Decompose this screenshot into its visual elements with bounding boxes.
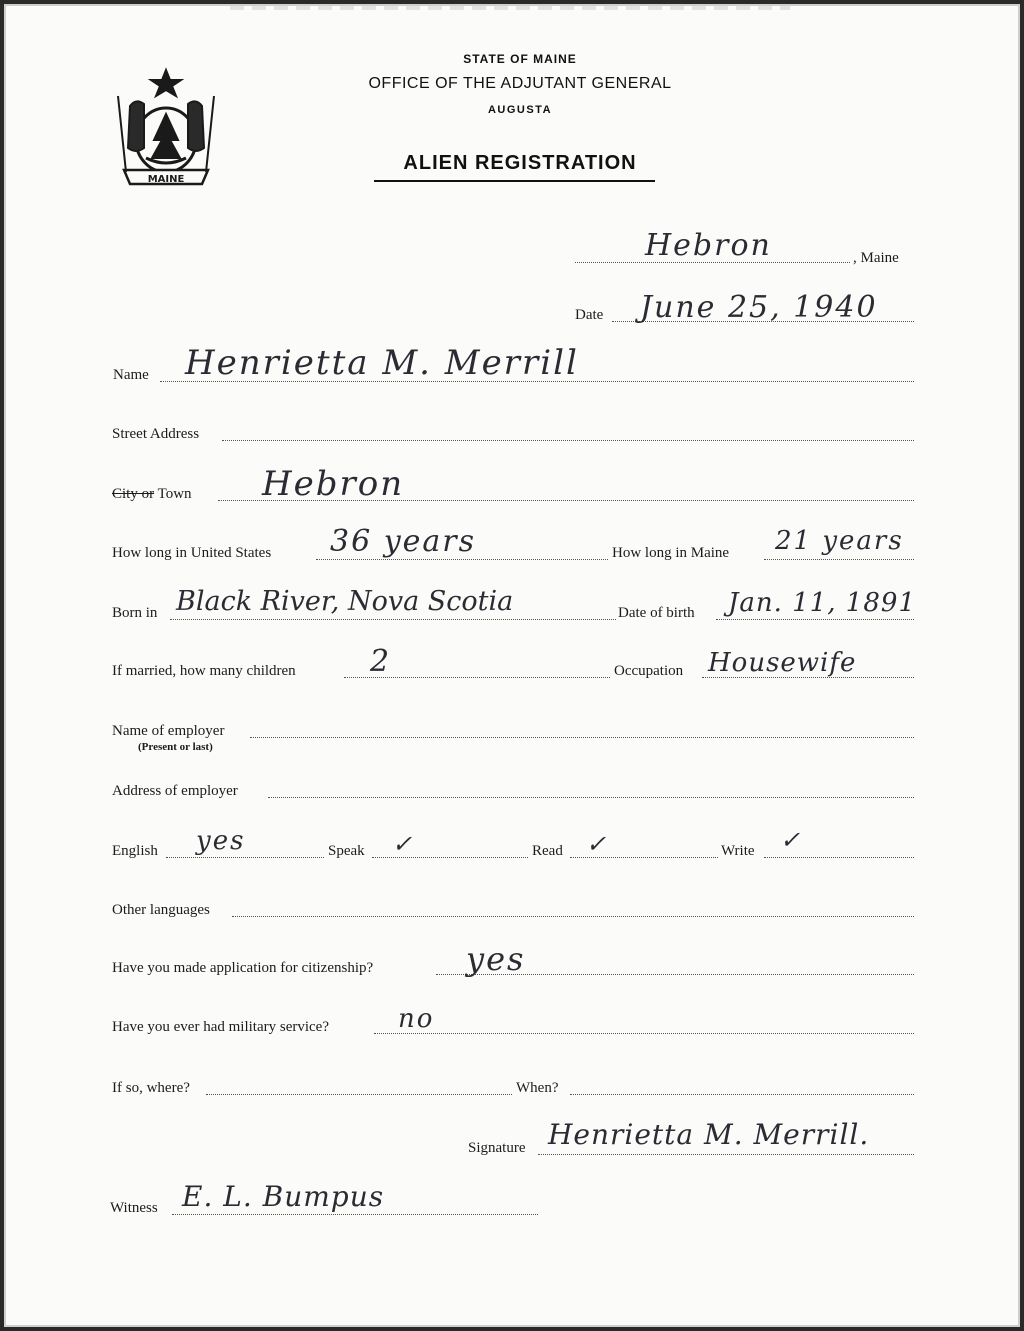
born-line <box>170 619 616 620</box>
read-check: ✓ <box>586 830 609 858</box>
state-seal <box>110 66 222 194</box>
witness-entry: E. L. Bumpus <box>182 1180 385 1213</box>
english-label: English <box>112 843 158 859</box>
date-label: Date <box>575 307 604 323</box>
city-struck-label: City or <box>112 486 155 502</box>
employer-label: Name of employer <box>112 723 225 739</box>
military-entry: no <box>398 1004 435 1034</box>
where-line <box>206 1094 512 1095</box>
write-check: ✓ <box>780 826 803 854</box>
english-line <box>166 857 324 858</box>
place-suffix-label: , Maine <box>853 250 899 266</box>
place-entry: Hebron <box>645 228 772 263</box>
town-label-text: Town <box>157 486 192 502</box>
form-title: ALIEN REGISTRATION <box>403 152 637 174</box>
signature-entry: Henrietta M. Merrill. <box>548 1118 870 1151</box>
write-label: Write <box>721 843 755 859</box>
us-duration-label: How long in United States <box>112 545 272 561</box>
witness-label: Witness <box>110 1200 158 1216</box>
write-line <box>764 857 914 858</box>
dob-entry: Jan. 11, 1891 <box>728 588 916 618</box>
where-label: If so, where? <box>112 1080 190 1096</box>
children-label: If married, how many children <box>112 663 296 679</box>
us-duration-line <box>316 559 608 560</box>
witness-line <box>172 1214 538 1215</box>
header-office: OFFICE OF THE ADJUTANT GENERAL <box>368 75 672 92</box>
born-entry: Black River, Nova Scotia <box>176 586 514 617</box>
employer-line <box>250 737 914 738</box>
other-languages-label: Other languages <box>112 902 210 918</box>
born-label: Born in <box>112 605 158 621</box>
when-line <box>570 1094 914 1095</box>
speak-label: Speak <box>328 843 365 859</box>
other-languages-line <box>232 916 914 917</box>
occupation-entry: Housewife <box>708 648 857 678</box>
maine-duration-line <box>764 559 914 560</box>
maine-duration-label: How long in Maine <box>612 545 730 561</box>
maine-duration-entry: 21 years <box>775 526 904 556</box>
date-entry: June 25, 1940 <box>640 290 878 325</box>
header-state: STATE OF MAINE <box>463 52 577 66</box>
when-label: When? <box>516 1080 559 1096</box>
citizenship-label: Have you made application for citizenship? <box>112 960 374 976</box>
children-entry: 2 <box>370 644 392 679</box>
military-label: Have you ever had military service? <box>112 1019 329 1035</box>
us-duration-entry: 36 years <box>330 524 477 559</box>
title-underline <box>374 180 655 182</box>
read-label: Read <box>532 843 563 859</box>
dob-label: Date of birth <box>618 605 695 621</box>
employer-address-label: Address of employer <box>112 783 238 799</box>
citizenship-entry: yes <box>466 940 526 978</box>
employer-sub-label: (Present or last) <box>138 741 213 753</box>
dob-line <box>716 619 914 620</box>
name-entry: Henrietta M. Merrill <box>185 343 579 383</box>
speak-check: ✓ <box>392 830 415 858</box>
street-line <box>222 440 914 441</box>
english-entry: yes <box>196 826 246 856</box>
signature-label: Signature <box>468 1140 526 1156</box>
employer-address-line <box>268 797 914 798</box>
name-label: Name <box>113 367 149 383</box>
signature-line <box>538 1154 914 1155</box>
occupation-label: Occupation <box>614 663 684 679</box>
street-label: Street Address <box>112 426 200 442</box>
header-city: AUGUSTA <box>487 104 553 116</box>
town-entry: Hebron <box>262 464 405 504</box>
seal-banner: MAINE <box>147 174 185 185</box>
military-line <box>374 1033 914 1034</box>
town-label <box>112 486 192 503</box>
scan-artifact <box>230 4 790 10</box>
